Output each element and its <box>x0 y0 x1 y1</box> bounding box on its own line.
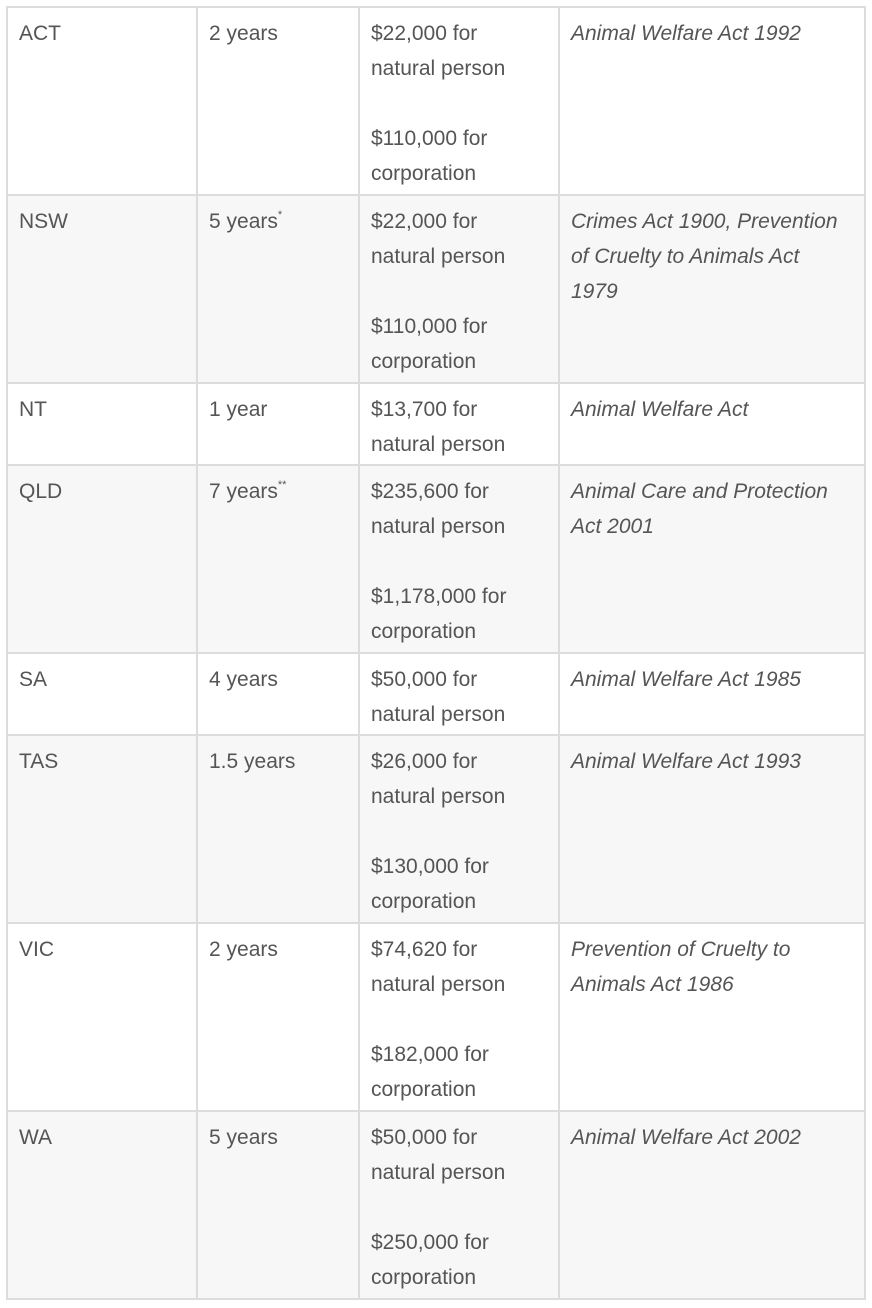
fine-person-line: natural person <box>371 703 506 726</box>
penalties-table <box>6 6 866 1300</box>
fine-corporation-line: $250,000 for <box>371 1231 489 1254</box>
act-name-line: Animal Welfare Act 1992 <box>571 22 801 45</box>
table-row <box>7 653 865 735</box>
fine-person-line: natural person <box>371 785 506 808</box>
fine-corporation-line: corporation <box>371 350 477 373</box>
fine-person-line: natural person <box>371 973 506 996</box>
state-label: VIC <box>19 938 55 961</box>
fine-spacer <box>371 1002 547 1037</box>
table-row <box>7 735 865 923</box>
fine-cell <box>359 1111 559 1299</box>
term-value: 5 years <box>209 1126 278 1149</box>
state-label: SA <box>19 668 48 691</box>
act-cell <box>559 653 865 735</box>
state-cell <box>7 923 197 1111</box>
fine-person-line: natural person <box>371 433 506 456</box>
term-cell <box>197 383 359 465</box>
fine-corporation-line: corporation <box>371 620 477 643</box>
fine-spacer <box>371 274 547 309</box>
fine-person-line: $26,000 for <box>371 750 478 773</box>
table-row <box>7 7 865 195</box>
state-cell <box>7 7 197 195</box>
fine-cell <box>359 735 559 923</box>
act-cell <box>559 195 865 383</box>
footnote-mark: ** <box>277 479 287 491</box>
footnote-mark: * <box>277 209 283 221</box>
state-label: TAS <box>19 750 59 773</box>
act-cell <box>559 735 865 923</box>
fine-person-line: $74,620 for <box>371 938 478 961</box>
act-cell <box>559 7 865 195</box>
term-cell <box>197 653 359 735</box>
act-name-line: Act 2001 <box>571 515 654 538</box>
table-body <box>7 7 865 1299</box>
state-label: NSW <box>19 210 68 233</box>
fine-person-line: natural person <box>371 57 506 80</box>
term-cell <box>197 735 359 923</box>
state-label: WA <box>19 1126 53 1149</box>
fine-cell <box>359 465 559 653</box>
term-value: 2 years <box>209 938 278 961</box>
term-value: 5 years <box>209 210 278 233</box>
fine-person-line: $22,000 for <box>371 210 478 233</box>
act-name-line: Animal Care and Protection <box>571 480 828 503</box>
fine-spacer <box>371 814 547 849</box>
fine-person-line: $235,600 for <box>371 480 489 503</box>
state-cell <box>7 195 197 383</box>
term-cell <box>197 7 359 195</box>
table-row <box>7 923 865 1111</box>
fine-corporation-line: $110,000 for <box>371 127 488 150</box>
fine-person-line: natural person <box>371 245 506 268</box>
state-cell <box>7 735 197 923</box>
term-value: 4 years <box>209 668 278 691</box>
fine-cell <box>359 195 559 383</box>
act-cell <box>559 465 865 653</box>
fine-person-line: natural person <box>371 1161 506 1184</box>
fine-cell <box>359 383 559 465</box>
fine-corporation-line: corporation <box>371 1266 477 1289</box>
term-cell <box>197 1111 359 1299</box>
fine-person-line: $22,000 for <box>371 22 478 45</box>
act-cell <box>559 923 865 1111</box>
fine-cell <box>359 7 559 195</box>
fine-corporation-line: $110,000 for <box>371 315 488 338</box>
state-label: QLD <box>19 480 63 503</box>
state-cell <box>7 1111 197 1299</box>
fine-spacer <box>371 544 547 579</box>
act-name-line: Animal Welfare Act 1993 <box>571 750 801 773</box>
act-name-line: Crimes Act 1900, Prevention <box>571 210 838 233</box>
state-label: NT <box>19 398 47 421</box>
fine-cell <box>359 923 559 1111</box>
state-label: ACT <box>19 22 61 45</box>
act-name-line: 1979 <box>571 280 618 303</box>
term-cell <box>197 195 359 383</box>
fine-spacer <box>371 86 547 121</box>
fine-person-line: $13,700 for <box>371 398 478 421</box>
fine-corporation-line: corporation <box>371 1078 477 1101</box>
term-value: 2 years <box>209 22 278 45</box>
act-name-line: Animal Welfare Act <box>571 398 749 421</box>
table-row <box>7 195 865 383</box>
act-cell <box>559 1111 865 1299</box>
fine-corporation-line: corporation <box>371 162 477 185</box>
act-name-line: Animal Welfare Act 1985 <box>571 668 801 691</box>
act-cell <box>559 383 865 465</box>
fine-person-line: $50,000 for <box>371 668 478 691</box>
state-cell <box>7 383 197 465</box>
fine-corporation-line: $182,000 for <box>371 1043 489 1066</box>
table-row <box>7 1111 865 1299</box>
state-cell <box>7 653 197 735</box>
state-cell <box>7 465 197 653</box>
term-cell <box>197 465 359 653</box>
act-name-line: Prevention of Cruelty to <box>571 938 791 961</box>
fine-person-line: $50,000 for <box>371 1126 478 1149</box>
term-value: 1 year <box>209 398 268 421</box>
act-name-line: Animal Welfare Act 2002 <box>571 1126 801 1149</box>
table-row <box>7 383 865 465</box>
fine-corporation-line: $130,000 for <box>371 855 489 878</box>
table-row <box>7 465 865 653</box>
term-cell <box>197 923 359 1111</box>
fine-spacer <box>371 1190 547 1225</box>
fine-person-line: natural person <box>371 515 506 538</box>
fine-corporation-line: corporation <box>371 890 477 913</box>
act-name-line: Animals Act 1986 <box>571 973 734 996</box>
fine-cell <box>359 653 559 735</box>
term-value: 7 years <box>209 480 278 503</box>
act-name-line: of Cruelty to Animals Act <box>571 245 800 268</box>
fine-corporation-line: $1,178,000 for <box>371 585 507 608</box>
term-value: 1.5 years <box>209 750 296 773</box>
